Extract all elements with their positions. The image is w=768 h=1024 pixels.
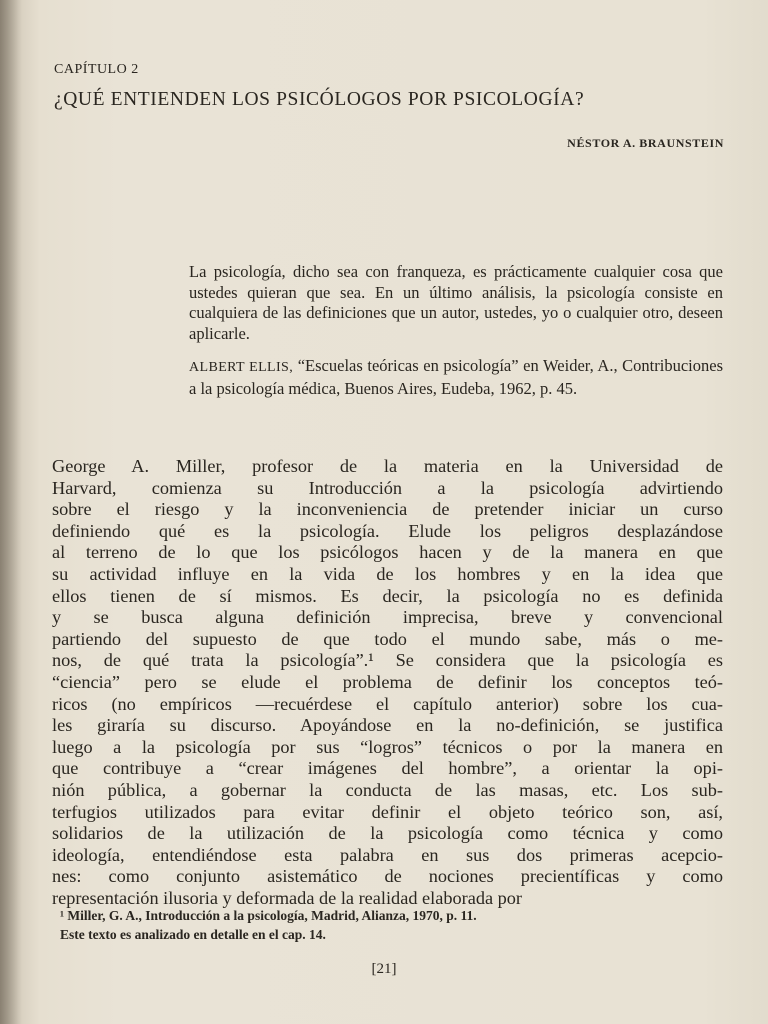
- body-line: les giraría su discurso. Apoyándose en la no-definición, se justifica: [52, 715, 723, 736]
- epigraph-quote: La psicología, dicho sea con franqueza, es prácticamente cualquier cosa que ustedes quieran que sea. En un último análisis, la psicología consiste en cualquiera de las definiciones que un autor, ustedes, yo o cualquier otro, deseen aplicarle.: [189, 262, 723, 343]
- epigraph-citation: [189, 356, 723, 399]
- body-line: nes: como conjunto asistemático de nociones precientíficas y como: [52, 866, 723, 887]
- body-line: que contribuye a “crear imágenes del hombre”, a orientar la opi-: [52, 758, 723, 779]
- body-line: terfugios utilizados para evitar definir el objeto teórico son, así,: [52, 801, 723, 822]
- body-text: [52, 456, 723, 909]
- body-line: solidarios de la utilización de la psicología como técnica y como: [52, 823, 723, 844]
- epigraph-citation-text: “Escuelas teóricas en psicología” en Weider, A., Contribuciones a la psicología médica, Buenos Aires, Eudeba, 1962, p. 45.: [189, 356, 723, 398]
- body-line: ideología, entendiéndose esta palabra en sus dos primeras acepcio-: [52, 844, 723, 865]
- footnotes: [60, 906, 723, 944]
- chapter-label-text: CAPÍTULO 2: [54, 62, 139, 77]
- body-line: sobre el riesgo y la inconveniencia de pretender iniciar un curso: [52, 499, 723, 520]
- epigraph-citation-author: ALBERT ELLIS,: [189, 360, 294, 375]
- chapter-title: ¿QUÉ ENTIENDEN LOS PSICÓLOGOS POR PSICOLOGÍA?: [54, 89, 585, 110]
- body-line: y se busca alguna definición imprecisa, breve y convencional: [52, 607, 723, 628]
- chapter-label: [54, 58, 139, 78]
- body-line: George A. Miller, profesor de la materia en la Universidad de: [52, 456, 723, 476]
- body-line: Harvard, comienza su Introducción a la psicología advirtiendo: [52, 477, 723, 498]
- epigraph: [189, 262, 723, 399]
- body-line: “ciencia” pero se elude el problema de definir los conceptos teó-: [52, 671, 723, 692]
- body-line: ricos (no empíricos —recuérdese el capítulo anterior) sobre los cua-: [52, 693, 723, 714]
- body-line: definiendo qué es la psicología. Elude los peligros desplazándose: [52, 520, 723, 541]
- body-line: luego a la psicología por sus “logros” técnicos o por la manera en: [52, 736, 723, 757]
- spine-shadow: [0, 0, 22, 1024]
- body-line: ellos tienen de sí mismos. Es decir, la psicología no es definida: [52, 585, 723, 606]
- chapter-author: NÉSTOR A. BRAUNSTEIN: [567, 136, 724, 150]
- body-line: su actividad influye en la vida de los hombres y en la idea que: [52, 563, 723, 584]
- footnote-1-continuation: Este texto es analizado en detalle en el cap. 14.: [60, 927, 326, 942]
- page-number: [21]: [371, 961, 397, 977]
- body-line: nos, de qué trata la psicología”.¹ Se considera que la psicología es: [52, 650, 723, 671]
- body-line: al terreno de lo que los psicólogos hacen y de la manera en que: [52, 542, 723, 563]
- footnote-1: ¹ Miller, G. A., Introducción a la psicología, Madrid, Alianza, 1970, p. 11.: [60, 908, 477, 923]
- body-line: nión pública, a gobernar la conducta de las masas, etc. Los sub-: [52, 779, 723, 800]
- body-line: partiendo del supuesto de que todo el mundo sabe, más o me-: [52, 628, 723, 649]
- body-line: representación ilusoria y deformada de la realidad elaborada por: [52, 887, 523, 908]
